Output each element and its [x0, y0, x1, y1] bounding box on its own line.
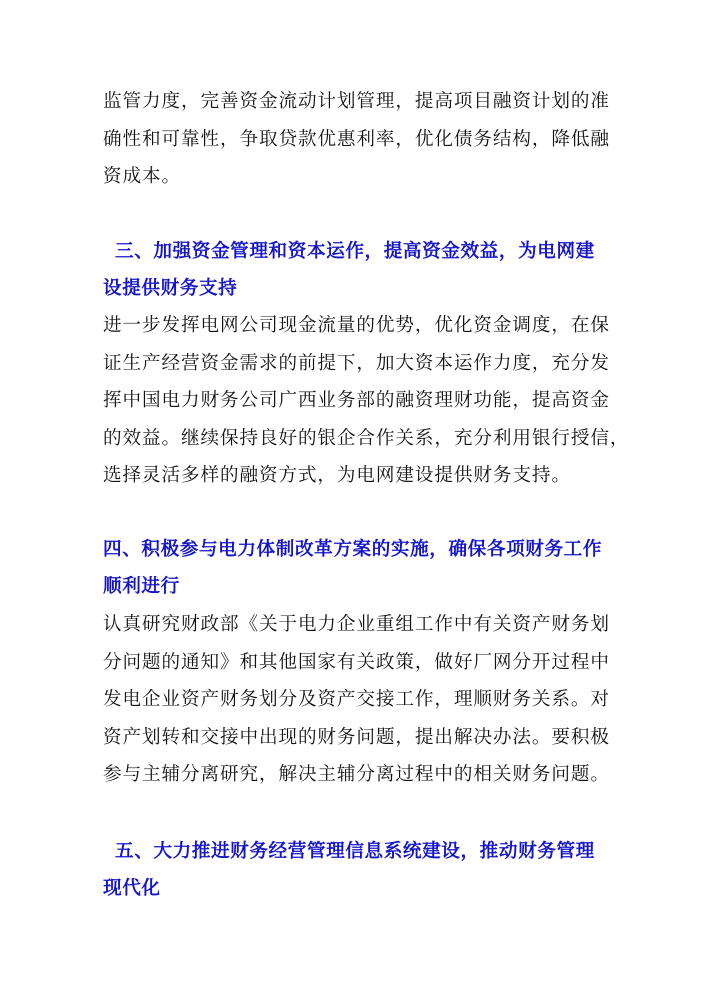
section-heading — [103, 234, 603, 307]
paragraph-section-3 — [103, 307, 630, 495]
text-line: 监管力度，完善资金流动计划管理，提高项目融资计划的准 — [103, 91, 610, 112]
paragraph-text — [103, 606, 610, 794]
text-line: 的效益。继续保持良好的银企合作关系，充分利用银行授信， — [103, 427, 630, 449]
text-line: 进一步发挥电网公司现金流量的优势，优化资金调度，在保 — [103, 315, 610, 336]
heading-section-3 — [103, 234, 603, 307]
paragraph-text — [103, 83, 610, 196]
text-line: 挥中国电力财务公司广西业务部的融资理财功能，提高资金 — [103, 390, 610, 412]
text-line: 参与主辅分离研究，解决主辅分离过程中的相关财务问题。 — [103, 764, 610, 786]
section-heading — [103, 834, 603, 907]
text-line: 认真研究财政部《关于电力企业重组工作中有关资产财务划 — [103, 614, 610, 635]
paragraph-financing-cost — [103, 83, 610, 196]
heading-line: 三、加强资金管理和资本运作，提高资金效益，为电网建 — [115, 241, 595, 262]
paragraph-text — [103, 307, 630, 495]
text-line: 发电企业资产财务划分及资产交接工作，理顺财务关系。对 — [103, 689, 610, 711]
heading-section-4 — [103, 532, 603, 605]
heading-line: 现代化 — [103, 877, 161, 899]
text-line: 资成本。 — [103, 166, 181, 188]
heading-section-5 — [103, 834, 603, 907]
section-heading — [103, 532, 603, 605]
paragraph-section-4 — [103, 606, 610, 794]
text-line: 资产划转和交接中出现的财务问题，提出解决办法。要积极 — [103, 726, 610, 748]
heading-line: 顺利进行 — [103, 575, 180, 597]
text-line: 确性和可靠性，争取贷款优惠利率，优化债务结构，降低融 — [103, 128, 610, 150]
heading-line: 五、大力推进财务经营管理信息系统建设，推动财务管理 — [115, 841, 595, 862]
text-line: 分问题的通知》和其他国家有关政策，做好厂网分开过程中 — [103, 651, 610, 673]
text-line: 证生产经营资金需求的前提下，加大资本运作力度，充分发 — [103, 352, 610, 374]
heading-line: 设提供财务支持 — [103, 277, 238, 299]
text-line: 选择灵活多样的融资方式，为电网建设提供财务支持。 — [103, 465, 571, 487]
heading-line: 四、积极参与电力体制改革方案的实施，确保各项财务工作 — [103, 539, 603, 560]
